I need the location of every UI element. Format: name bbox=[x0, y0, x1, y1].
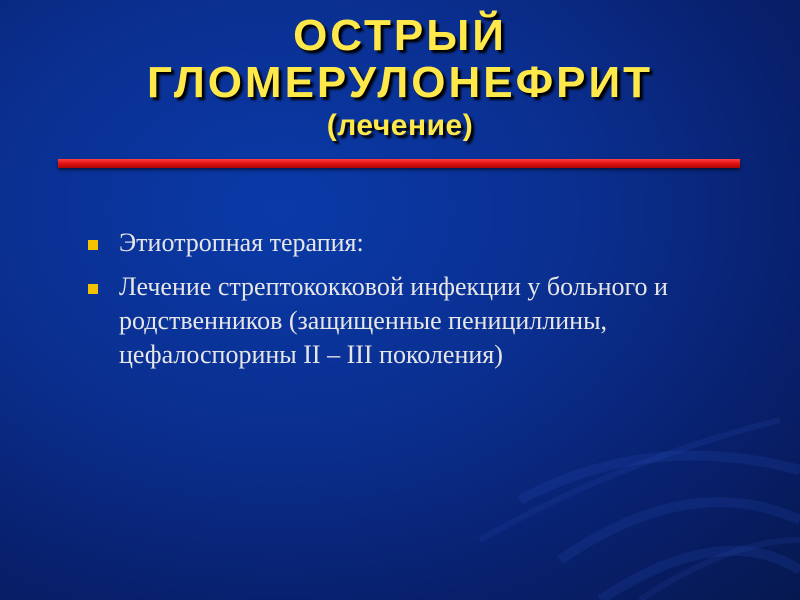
slide-title bbox=[0, 12, 800, 144]
square-bullet-icon bbox=[88, 284, 98, 294]
title-line-2: ГЛОМЕРУЛОНЕФРИТ bbox=[146, 58, 654, 107]
title-divider bbox=[58, 159, 740, 168]
square-bullet-icon bbox=[88, 240, 98, 250]
title-line-1: ОСТРЫЙ bbox=[293, 11, 507, 60]
list-item-text: Лечение стрептококковой инфекции у больного и родственников (защищенные пенициллины, цефалоспорины II – III поколения) bbox=[119, 272, 668, 369]
list-item bbox=[88, 270, 748, 372]
list-item-text: Этиотропная терапия: bbox=[119, 228, 364, 257]
bullet-list bbox=[88, 226, 748, 382]
title-subtitle: (лечение) bbox=[326, 109, 474, 142]
list-item bbox=[88, 226, 748, 260]
